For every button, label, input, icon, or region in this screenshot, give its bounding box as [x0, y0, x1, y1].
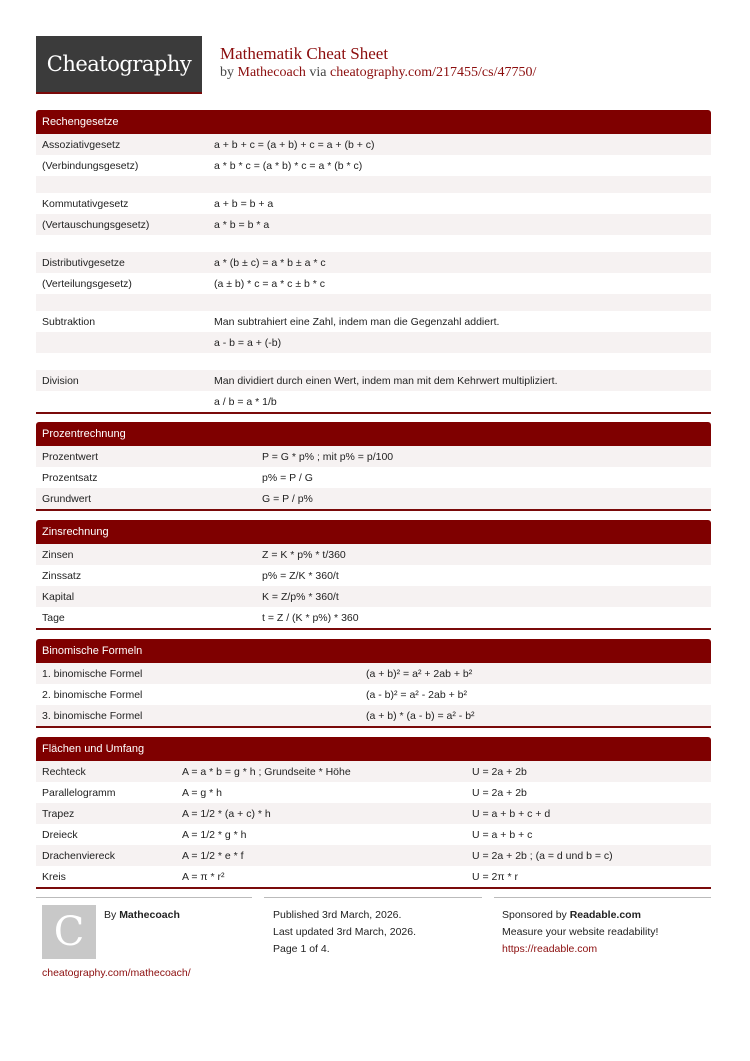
table-row: [36, 193, 711, 214]
row-perimeter-formula: U = 2a + 2b: [472, 786, 527, 799]
table-row: [36, 332, 711, 353]
row-label: (Verteilungsgesetz): [42, 277, 132, 290]
row-formula: a + b + c = (a + b) + c = a + (b + c): [214, 138, 375, 151]
row-label: Kapital: [42, 590, 75, 603]
table-row: [36, 134, 711, 155]
table-row: [36, 705, 711, 726]
page-header: [36, 36, 711, 94]
table-row: [36, 845, 711, 866]
row-label: (Vertauschungsgesetz): [42, 218, 150, 231]
row-formula: a * b * c = (a * b) * c = a * (b * c): [214, 159, 363, 172]
footer-by-label: By: [104, 909, 117, 921]
row-formula: p% = P / G: [262, 471, 313, 484]
section-title: Flächen und Umfang: [36, 737, 711, 761]
spacer-row: [36, 294, 711, 311]
spacer-row: [36, 176, 711, 193]
row-area-formula: A = a * b = g * h ; Grundseite * Höhe: [182, 765, 351, 778]
row-label: 3. binomische Formel: [42, 709, 143, 722]
row-area-formula: A = 1/2 * (a + c) * h: [182, 807, 271, 820]
row-perimeter-formula: U = a + b + c: [472, 828, 533, 841]
section-title: Prozentrechnung: [36, 422, 711, 446]
row-label: Dreieck: [42, 828, 78, 841]
table-row: [36, 586, 711, 607]
table-row: [36, 866, 711, 887]
row-formula: K = Z/p% * 360/t: [262, 590, 339, 603]
table-row: [36, 273, 711, 294]
section-title: Rechengesetze: [36, 110, 711, 134]
section-title: Zinsrechnung: [36, 520, 711, 544]
row-formula: Man subtrahiert eine Zahl, indem man die Gegenzahl addiert.: [214, 315, 500, 328]
row-formula: G = P / p%: [262, 492, 313, 505]
author-link[interactable]: Mathecoach: [237, 65, 306, 80]
row-formula: a + b = b + a: [214, 197, 274, 210]
row-label: Zinssatz: [42, 569, 82, 582]
row-formula: Man dividiert durch einen Wert, indem man mit dem Kehrwert multipliziert.: [214, 374, 558, 387]
footer-sponsor-name[interactable]: Readable.com: [569, 909, 641, 921]
table-row: [36, 446, 711, 467]
row-formula: t = Z / (K * p%) * 360: [262, 611, 359, 624]
row-label: Rechteck: [42, 765, 86, 778]
table-row: [36, 544, 711, 565]
row-formula: P = G * p% ; mit p% = p/100: [262, 450, 394, 463]
row-label: Parallelogramm: [42, 786, 116, 799]
table-row: [36, 663, 711, 684]
row-area-formula: A = 1/2 * e * f: [182, 849, 244, 862]
page-title: Mathematik Cheat Sheet: [220, 44, 389, 63]
footer-sponsor-url[interactable]: https://readable.com: [502, 943, 598, 955]
spacer-row: [36, 353, 711, 370]
row-formula: a * (b ± c) = a * b ± a * c: [214, 256, 326, 269]
row-formula: Z = K * p% * t/360: [262, 548, 346, 561]
table-row: [36, 467, 711, 488]
footer-author: [104, 909, 180, 921]
row-formula: (a + b)² = a² + 2ab + b²: [366, 667, 473, 680]
byline: [220, 65, 536, 81]
cheatography-logo[interactable]: Cheatography: [36, 36, 202, 92]
row-perimeter-formula: U = 2π * r: [472, 870, 519, 883]
table-row: [36, 607, 711, 628]
row-label: Zinsen: [42, 548, 74, 561]
row-label: Drachenviereck: [42, 849, 115, 862]
row-formula: a * b = b * a: [214, 218, 270, 231]
row-label: Trapez: [42, 807, 75, 820]
row-label: Division: [42, 374, 79, 387]
row-formula: a / b = a * 1/b: [214, 395, 277, 408]
section-flaechen-und-umfang: [36, 737, 711, 889]
table-row: [36, 488, 711, 509]
table-row: [36, 155, 711, 176]
row-formula: (a - b)² = a² - 2ab + b²: [366, 688, 467, 701]
page-footer: [36, 897, 711, 987]
footer-updated: Last updated 3rd March, 2026.: [273, 926, 417, 938]
row-area-formula: A = π * r²: [182, 870, 225, 883]
table-row: [36, 370, 711, 391]
section-binomische-formeln: [36, 639, 711, 728]
table-row: [36, 565, 711, 586]
footer-divider: [36, 897, 252, 898]
row-label: Tage: [42, 611, 65, 624]
section-title: Binomische Formeln: [36, 639, 711, 663]
footer-sponsored-label: Sponsored by: [502, 909, 567, 921]
avatar[interactable]: C: [42, 905, 96, 959]
footer-sponsor: [502, 909, 641, 921]
row-area-formula: A = 1/2 * g * h: [182, 828, 247, 841]
row-area-formula: A = g * h: [182, 786, 222, 799]
section-rechengesetze: [36, 110, 711, 414]
row-label: Subtraktion: [42, 315, 96, 328]
byline-via: via: [309, 65, 327, 80]
table-row: [36, 803, 711, 824]
footer-sponsor-text: Measure your website readability!: [502, 926, 659, 938]
footer-divider: [494, 897, 711, 898]
row-perimeter-formula: U = 2a + 2b ; (a = d und b = c): [472, 849, 613, 862]
section-zinsrechnung: [36, 520, 711, 630]
table-row: [36, 824, 711, 845]
table-row: [36, 761, 711, 782]
byline-prefix: by: [220, 65, 234, 80]
row-formula: a - b = a + (-b): [214, 336, 282, 349]
row-label: Kommutativgesetz: [42, 197, 129, 210]
logo-underline: [36, 92, 202, 94]
footer-divider: [264, 897, 482, 898]
row-label: Prozentwert: [42, 450, 99, 463]
row-label: Prozentsatz: [42, 471, 98, 484]
table-row: [36, 311, 711, 332]
footer-page-number: Page 1 of 4.: [273, 943, 330, 955]
footer-published: Published 3rd March, 2026.: [273, 909, 402, 921]
row-formula: p% = Z/K * 360/t: [262, 569, 339, 582]
section-prozentrechnung: [36, 422, 711, 511]
row-label: Assoziativgesetz: [42, 138, 121, 151]
table-row: [36, 391, 711, 412]
row-label: Grundwert: [42, 492, 92, 505]
table-row: [36, 782, 711, 803]
row-label: 2. binomische Formel: [42, 688, 143, 701]
footer-author-name[interactable]: Mathecoach: [119, 909, 180, 921]
row-formula: (a + b) * (a - b) = a² - b²: [366, 709, 475, 722]
row-label: Distributivgesetze: [42, 256, 125, 269]
row-formula: (a ± b) * c = a * c ± b * c: [214, 277, 326, 290]
row-label: (Verbindungsgesetz): [42, 159, 139, 172]
table-row: [36, 684, 711, 705]
table-row: [36, 214, 711, 235]
row-label: Kreis: [42, 870, 66, 883]
sheet-url-link[interactable]: cheatography.com/217455/cs/47750/: [330, 65, 537, 80]
spacer-row: [36, 235, 711, 252]
row-perimeter-formula: U = 2a + 2b: [472, 765, 527, 778]
row-perimeter-formula: U = a + b + c + d: [472, 807, 551, 820]
table-row: [36, 252, 711, 273]
row-label: 1. binomische Formel: [42, 667, 143, 680]
footer-author-url[interactable]: cheatography.com/mathecoach/: [42, 967, 191, 979]
